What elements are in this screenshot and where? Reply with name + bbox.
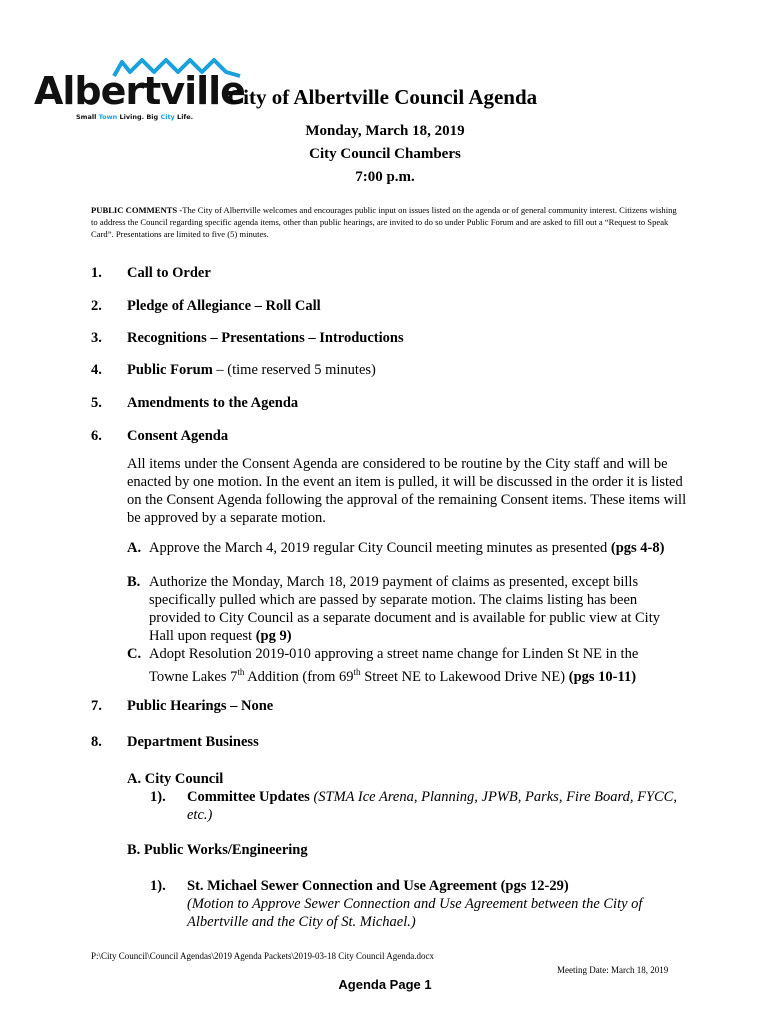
public-comments-text: The City of Albertville welcomes and encourages public input on issues listed on the agenda or of general community interest. Citizens wishing to address the Council regarding specific agenda items, other than public hearings, are invited to do so under Public Forum and are asked to fill out a “Request to Speak Card”. Presentations are limited to five (5) minutes. (91, 205, 677, 239)
logo-tagline: Small Town Living. Big City Life. (76, 113, 194, 121)
consent-item-c: C. Adopt Resolution 2019-010 approving a street name change for Linden St NE in the Towne Lakes 7th Addition (from 69th Street NE to Lakewood Drive NE) (pgs 10-11) (127, 646, 639, 685)
meeting-date: Monday, March 18, 2019 (305, 123, 465, 139)
public-comments (91, 204, 681, 240)
meeting-place: City Council Chambers (309, 146, 461, 162)
sewer-agreement-item: St. Michael Sewer Connection and Use Agreement (pgs 12-29) (Motion to Approve Sewer Connection and Use Agreement between the City of Albertville and the City of St. Michael.) (187, 878, 643, 930)
footer-meeting-date: Meeting Date: March 18, 2019 (557, 965, 669, 975)
logo-wordmark: Albertville (34, 69, 245, 113)
file-path: P:\City Council\Council Agendas\2019 Agenda Packets\2019-03-18 City Council Agenda.docx (91, 951, 434, 961)
dept-public-works-heading: B. Public Works/Engineering (127, 842, 308, 858)
committee-updates-item: Committee Updates (STMA Ice Arena, Planning, JPWB, Parks, Fire Board, FYCC, etc.) (187, 789, 677, 823)
meeting-time: 7:00 p.m. (355, 169, 415, 185)
dept-a1-num: 1). (150, 789, 166, 805)
dept-b1-num: 1). (150, 878, 166, 894)
public-comments-label: PUBLIC COMMENTS - (91, 205, 183, 215)
consent-intro: All items under the Consent Agenda are considered to be routine by the City staff and will be enacted by one motion. In the event an item is pulled, it will be discussed in the order it is listed on the Consent Agenda following the approval of the remaining Consent items. These items will be approved by a separate motion. (127, 456, 687, 526)
city-logo (34, 54, 245, 126)
consent-item-a: A. Approve the March 4, 2019 regular City Council meeting minutes as presented (pgs 4-8) (127, 540, 665, 556)
page-title: City of Albertville Council Agenda (228, 85, 538, 109)
page-number: Agenda Page 1 (338, 977, 432, 992)
dept-city-council-heading: A. City Council (127, 771, 224, 787)
consent-item-b: B. Authorize the Monday, March 18, 2019 payment of claims as presented, except bills specifically pulled which are passed by separate motion. The claims listing has been provided to City Council as a separate document and is available for public view at City Hall upon request (pg 9) (127, 574, 660, 644)
